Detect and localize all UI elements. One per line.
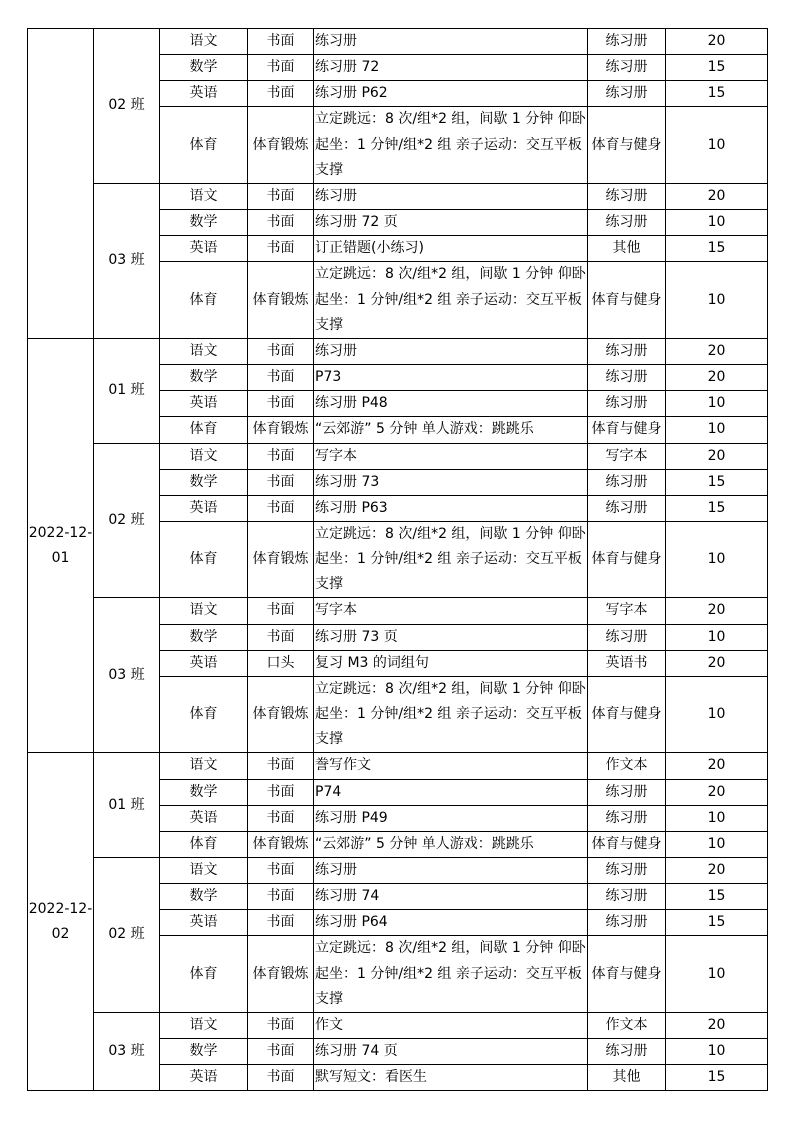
table-row <box>28 338 768 364</box>
subject-cell: 语文 <box>160 183 248 209</box>
table-row <box>28 1012 768 1038</box>
duration-minutes-cell: 20 <box>666 365 768 391</box>
completion-form-cell: 英语书 <box>588 650 666 676</box>
table-row <box>28 29 768 55</box>
subject-cell: 英语 <box>160 81 248 107</box>
class-cell: 03 班 <box>94 598 160 753</box>
completion-form-cell: 练习册 <box>588 469 666 495</box>
homework-content-cell: 练习册 73 页 <box>314 624 588 650</box>
homework-content-cell: 誊写作文 <box>314 753 588 779</box>
subject-cell: 数学 <box>160 624 248 650</box>
completion-form-cell: 练习册 <box>588 624 666 650</box>
duration-minutes-cell: 10 <box>666 107 768 183</box>
duration-minutes-cell: 15 <box>666 495 768 521</box>
homework-content-cell: 复习 M3 的词组句 <box>314 650 588 676</box>
homework-type-cell: 书面 <box>248 469 314 495</box>
homework-type-cell: 书面 <box>248 779 314 805</box>
duration-minutes-cell: 20 <box>666 338 768 364</box>
subject-cell: 语文 <box>160 29 248 55</box>
duration-minutes-cell: 20 <box>666 598 768 624</box>
homework-content-cell: P73 <box>314 365 588 391</box>
homework-type-cell: 体育锻炼 <box>248 262 314 338</box>
homework-type-cell: 书面 <box>248 910 314 936</box>
homework-type-cell: 书面 <box>248 81 314 107</box>
class-cell: 02 班 <box>94 443 160 598</box>
duration-minutes-cell: 10 <box>666 262 768 338</box>
homework-type-cell: 书面 <box>248 29 314 55</box>
completion-form-cell: 体育与健身 <box>588 107 666 183</box>
subject-cell: 体育 <box>160 521 248 597</box>
completion-form-cell: 练习册 <box>588 805 666 831</box>
homework-type-cell: 书面 <box>248 805 314 831</box>
homework-table-body <box>28 29 768 1091</box>
duration-minutes-cell: 15 <box>666 884 768 910</box>
subject-cell: 英语 <box>160 1065 248 1091</box>
homework-content-cell: 立定跳远：8 次/组*2 组，间歇 1 分钟 仰卧起坐：1 分钟/组*2 组 亲子运动：交互平板支撑 <box>314 262 588 338</box>
homework-content-cell: 练习册 P62 <box>314 81 588 107</box>
completion-form-cell: 写字本 <box>588 443 666 469</box>
completion-form-cell: 体育与健身 <box>588 831 666 857</box>
homework-type-cell: 书面 <box>248 495 314 521</box>
subject-cell: 语文 <box>160 443 248 469</box>
completion-form-cell: 练习册 <box>588 495 666 521</box>
subject-cell: 语文 <box>160 753 248 779</box>
homework-type-cell: 书面 <box>248 391 314 417</box>
date-cell <box>28 29 94 339</box>
subject-cell: 数学 <box>160 55 248 81</box>
subject-cell: 体育 <box>160 262 248 338</box>
homework-content-cell: 练习册 <box>314 183 588 209</box>
duration-minutes-cell: 15 <box>666 1065 768 1091</box>
class-cell: 01 班 <box>94 338 160 443</box>
homework-type-cell: 体育锻炼 <box>248 417 314 443</box>
subject-cell: 语文 <box>160 1012 248 1038</box>
homework-content-cell: 立定跳远：8 次/组*2 组，间歇 1 分钟 仰卧起坐：1 分钟/组*2 组 亲子运动：交互平板支撑 <box>314 936 588 1012</box>
completion-form-cell: 体育与健身 <box>588 521 666 597</box>
homework-content-cell: 立定跳远：8 次/组*2 组，间歇 1 分钟 仰卧起坐：1 分钟/组*2 组 亲子运动：交互平板支撑 <box>314 521 588 597</box>
completion-form-cell: 练习册 <box>588 81 666 107</box>
completion-form-cell: 练习册 <box>588 29 666 55</box>
table-row <box>28 598 768 624</box>
homework-content-cell: “云郊游” 5 分钟 单人游戏：跳跳乐 <box>314 831 588 857</box>
class-cell: 03 班 <box>94 1012 160 1090</box>
homework-type-cell: 体育锻炼 <box>248 936 314 1012</box>
duration-minutes-cell: 15 <box>666 55 768 81</box>
homework-content-cell: 练习册 P63 <box>314 495 588 521</box>
homework-type-cell: 书面 <box>248 443 314 469</box>
duration-minutes-cell: 10 <box>666 831 768 857</box>
homework-type-cell: 体育锻炼 <box>248 521 314 597</box>
class-cell: 03 班 <box>94 183 160 338</box>
table-row <box>28 443 768 469</box>
class-cell: 01 班 <box>94 753 160 858</box>
duration-minutes-cell: 10 <box>666 676 768 752</box>
duration-minutes-cell: 20 <box>666 1012 768 1038</box>
duration-minutes-cell: 20 <box>666 29 768 55</box>
class-cell: 02 班 <box>94 858 160 1013</box>
homework-type-cell: 口头 <box>248 650 314 676</box>
table-row <box>28 858 768 884</box>
homework-content-cell: 练习册 74 <box>314 884 588 910</box>
homework-type-cell: 书面 <box>248 753 314 779</box>
duration-minutes-cell: 20 <box>666 443 768 469</box>
duration-minutes-cell: 10 <box>666 391 768 417</box>
date-cell: 2022-12-02 <box>28 753 94 1091</box>
completion-form-cell: 体育与健身 <box>588 262 666 338</box>
homework-table <box>27 28 768 1091</box>
homework-type-cell: 体育锻炼 <box>248 107 314 183</box>
completion-form-cell: 写字本 <box>588 598 666 624</box>
homework-type-cell: 书面 <box>248 884 314 910</box>
homework-type-cell: 书面 <box>248 1039 314 1065</box>
homework-content-cell: 作文 <box>314 1012 588 1038</box>
table-row <box>28 183 768 209</box>
subject-cell: 语文 <box>160 338 248 364</box>
subject-cell: 英语 <box>160 805 248 831</box>
homework-content-cell: 立定跳远：8 次/组*2 组，间歇 1 分钟 仰卧起坐：1 分钟/组*2 组 亲子运动：交互平板支撑 <box>314 676 588 752</box>
subject-cell: 体育 <box>160 417 248 443</box>
homework-type-cell: 书面 <box>248 210 314 236</box>
duration-minutes-cell: 15 <box>666 81 768 107</box>
duration-minutes-cell: 15 <box>666 236 768 262</box>
homework-content-cell: 练习册 P48 <box>314 391 588 417</box>
subject-cell: 数学 <box>160 469 248 495</box>
subject-cell: 数学 <box>160 210 248 236</box>
subject-cell: 数学 <box>160 365 248 391</box>
completion-form-cell: 练习册 <box>588 1039 666 1065</box>
subject-cell: 英语 <box>160 910 248 936</box>
homework-type-cell: 书面 <box>248 598 314 624</box>
homework-type-cell: 体育锻炼 <box>248 831 314 857</box>
duration-minutes-cell: 20 <box>666 650 768 676</box>
subject-cell: 语文 <box>160 598 248 624</box>
homework-content-cell: “云郊游” 5 分钟 单人游戏：跳跳乐 <box>314 417 588 443</box>
subject-cell: 体育 <box>160 676 248 752</box>
homework-content-cell: 练习册 74 页 <box>314 1039 588 1065</box>
subject-cell: 数学 <box>160 1039 248 1065</box>
subject-cell: 英语 <box>160 391 248 417</box>
homework-type-cell: 书面 <box>248 1012 314 1038</box>
completion-form-cell: 练习册 <box>588 779 666 805</box>
date-cell: 2022-12-01 <box>28 338 94 753</box>
duration-minutes-cell: 15 <box>666 469 768 495</box>
duration-minutes-cell: 10 <box>666 1039 768 1065</box>
subject-cell: 语文 <box>160 858 248 884</box>
duration-minutes-cell: 10 <box>666 805 768 831</box>
completion-form-cell: 练习册 <box>588 910 666 936</box>
homework-type-cell: 书面 <box>248 338 314 364</box>
subject-cell: 体育 <box>160 831 248 857</box>
homework-content-cell: 练习册 P64 <box>314 910 588 936</box>
homework-content-cell: 练习册 P49 <box>314 805 588 831</box>
subject-cell: 数学 <box>160 779 248 805</box>
subject-cell: 英语 <box>160 650 248 676</box>
homework-content-cell: 练习册 72 <box>314 55 588 81</box>
duration-minutes-cell: 10 <box>666 210 768 236</box>
homework-content-cell: 立定跳远：8 次/组*2 组，间歇 1 分钟 仰卧起坐：1 分钟/组*2 组 亲子运动：交互平板支撑 <box>314 107 588 183</box>
duration-minutes-cell: 15 <box>666 910 768 936</box>
completion-form-cell: 作文本 <box>588 1012 666 1038</box>
subject-cell: 英语 <box>160 236 248 262</box>
completion-form-cell: 练习册 <box>588 365 666 391</box>
homework-content-cell: 默写短文：看医生 <box>314 1065 588 1091</box>
completion-form-cell: 其他 <box>588 1065 666 1091</box>
completion-form-cell: 练习册 <box>588 183 666 209</box>
duration-minutes-cell: 20 <box>666 858 768 884</box>
homework-content-cell: 写字本 <box>314 443 588 469</box>
duration-minutes-cell: 20 <box>666 753 768 779</box>
completion-form-cell: 练习册 <box>588 210 666 236</box>
homework-content-cell: 练习册 <box>314 858 588 884</box>
class-cell: 02 班 <box>94 29 160 184</box>
completion-form-cell: 练习册 <box>588 858 666 884</box>
completion-form-cell: 练习册 <box>588 391 666 417</box>
homework-type-cell: 书面 <box>248 365 314 391</box>
homework-content-cell: 订正错题(小练习) <box>314 236 588 262</box>
homework-content-cell: 练习册 73 <box>314 469 588 495</box>
subject-cell: 体育 <box>160 936 248 1012</box>
completion-form-cell: 练习册 <box>588 884 666 910</box>
homework-content-cell: 写字本 <box>314 598 588 624</box>
duration-minutes-cell: 20 <box>666 183 768 209</box>
duration-minutes-cell: 10 <box>666 521 768 597</box>
homework-type-cell: 书面 <box>248 236 314 262</box>
subject-cell: 数学 <box>160 884 248 910</box>
homework-type-cell: 书面 <box>248 55 314 81</box>
homework-type-cell: 书面 <box>248 858 314 884</box>
homework-type-cell: 书面 <box>248 624 314 650</box>
completion-form-cell: 体育与健身 <box>588 936 666 1012</box>
duration-minutes-cell: 10 <box>666 936 768 1012</box>
homework-content-cell: 练习册 72 页 <box>314 210 588 236</box>
subject-cell: 体育 <box>160 107 248 183</box>
subject-cell: 英语 <box>160 495 248 521</box>
duration-minutes-cell: 10 <box>666 417 768 443</box>
duration-minutes-cell: 10 <box>666 624 768 650</box>
completion-form-cell: 练习册 <box>588 338 666 364</box>
table-row <box>28 753 768 779</box>
homework-type-cell: 书面 <box>248 1065 314 1091</box>
completion-form-cell: 体育与健身 <box>588 417 666 443</box>
completion-form-cell: 作文本 <box>588 753 666 779</box>
completion-form-cell: 体育与健身 <box>588 676 666 752</box>
homework-content-cell: 练习册 <box>314 29 588 55</box>
completion-form-cell: 练习册 <box>588 55 666 81</box>
homework-type-cell: 书面 <box>248 183 314 209</box>
homework-type-cell: 体育锻炼 <box>248 676 314 752</box>
duration-minutes-cell: 20 <box>666 779 768 805</box>
homework-content-cell: 练习册 <box>314 338 588 364</box>
completion-form-cell: 其他 <box>588 236 666 262</box>
homework-content-cell: P74 <box>314 779 588 805</box>
